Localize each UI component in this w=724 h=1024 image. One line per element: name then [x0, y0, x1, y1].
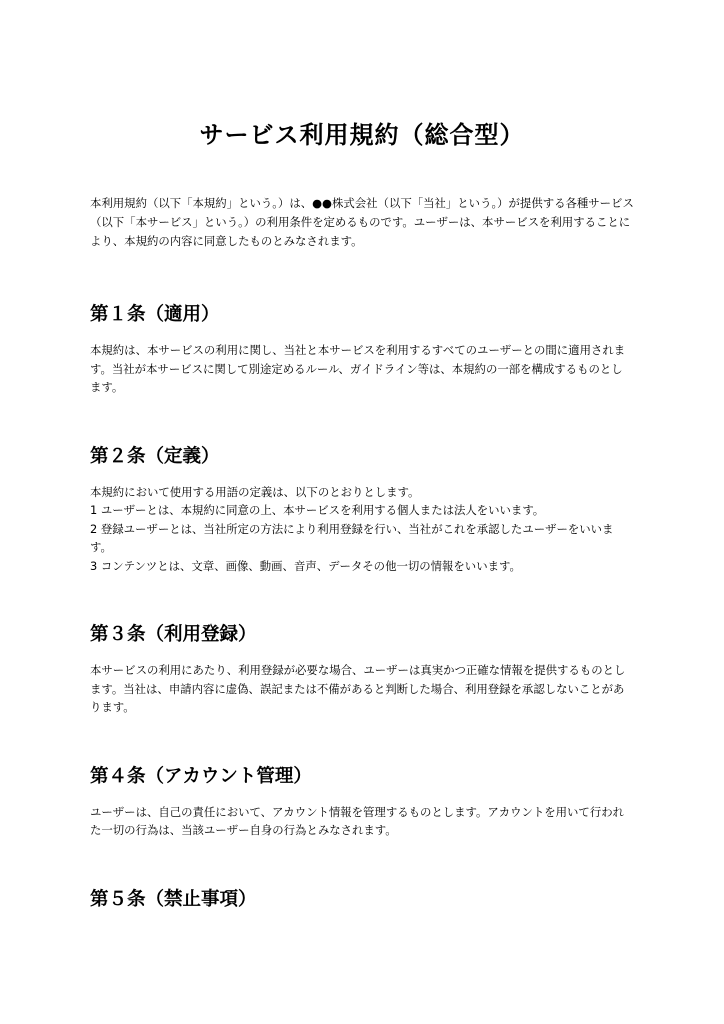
article-2-body [90, 483, 634, 576]
article-3-heading: 第３条（利用登録） [90, 624, 257, 645]
article-3-body [90, 661, 634, 717]
article-3 [90, 621, 634, 717]
article-5-heading: 第５条（禁止事項） [90, 888, 257, 910]
article-1-body [90, 341, 634, 397]
article-2-definition-1: 1 ユーザーとは、本規約に同意の上、本サービスを利用する個人または法人をいいます。 [90, 503, 545, 517]
article-4 [90, 763, 634, 840]
article-3-paragraph-1: 本サービスの利用にあたり、利用登録が必要な場合、ユーザーは真実かつ正確な情報を提供するものとします。当社は、申請内容に虚偽、誤記または不備があると判断した場合、利用登録を承認しないことがあります。 [90, 663, 626, 714]
article-1-paragraph-1: 本規約は、本サービスの利用に関し、当社と本サービスを利用するすべてのユーザーとの間に適用されます。当社が本サービスに関して別途定めるルール、ガイドライン等は、本規約の一部を構成するものとします。 [90, 343, 626, 394]
article-4-paragraph-1: ユーザーは、自己の責任において、アカウント情報を管理するものとします。アカウントを用いて行われた一切の行為は、当該ユーザー自身の行為とみなされます。 [90, 804, 624, 837]
article-2 [90, 443, 634, 576]
article-1 [90, 301, 634, 397]
article-2-paragraph-1: 本規約において使用する用語の定義は、以下のとおりとします。 [90, 484, 420, 499]
intro-paragraph: 本利用規約（以下「本規約」という。）は、●●株式会社（以下「当社」という。）が提供する各種サービス（以下「本サービス」という。）の利用条件を定めるものです。ユーザーは、本サービスを利用することにより、本規約の内容に同意したものとみなされます。 [90, 196, 634, 248]
article-5 [90, 886, 634, 914]
article-1-heading: 第１条（適用） [90, 304, 220, 325]
article-4-body [90, 803, 634, 840]
article-2-definition-2: 2 登録ユーザーとは、当社所定の方法により利用登録を行い、当社がこれを承認したユーザーをいいます。 [90, 521, 614, 554]
document-title: サービス利用規約（総合型） [199, 121, 525, 149]
article-4-heading: 第４条（アカウント管理） [90, 765, 312, 787]
article-2-definition-3: 3 コンテンツとは、文章、画像、動画、音声、データその他一切の情報をいいます。 [90, 558, 521, 573]
article-2-heading: 第２条（定義） [90, 445, 220, 467]
